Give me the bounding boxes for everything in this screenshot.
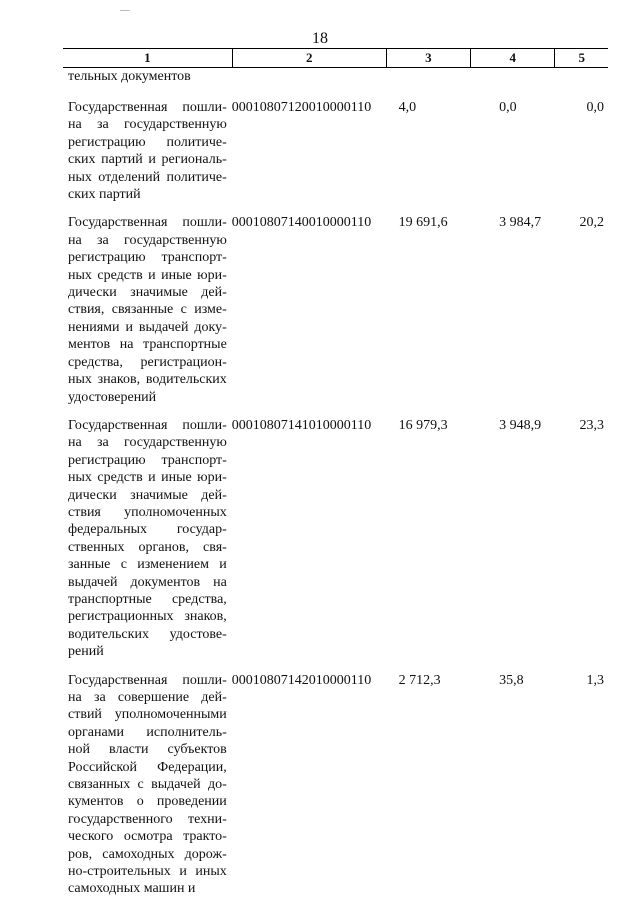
- name-line: кументов о проведении: [68, 794, 227, 810]
- name-line: водительских удостове-: [68, 626, 227, 642]
- name-line: на за государственную: [68, 117, 227, 133]
- name-line: но-строительных и иных: [68, 864, 227, 880]
- row-code: 00010807142010000110: [231, 672, 372, 688]
- row-code: 00010807141010000110: [231, 417, 372, 433]
- name-line: связанных с выдачей до-: [68, 777, 227, 793]
- header-col-3: 3: [386, 49, 470, 67]
- row-value-col3: 16 979,3: [398, 417, 448, 433]
- name-line: ческого осмотра тракто-: [68, 829, 227, 845]
- row-value-col4: 35,8: [499, 672, 524, 688]
- row-code: 00010807120010000110: [231, 100, 372, 115]
- table-row: [63, 672, 608, 898]
- row-value-col5: 1,3: [586, 672, 604, 688]
- table-row: [63, 214, 608, 405]
- name-line: средства, регистрацион-: [68, 354, 227, 370]
- row-value-col5: 0,0: [586, 100, 604, 115]
- name-line: на за совершение дей-: [68, 690, 227, 705]
- name-line: на за государственную: [68, 232, 227, 248]
- name-line: ных знаков, водительских: [68, 372, 227, 388]
- name-line: ских партий и региональ-: [68, 152, 227, 168]
- row-value-col3: 4,0: [398, 100, 417, 115]
- row-value-col5: 23,3: [579, 417, 604, 433]
- name-line: Государственная пошли-: [68, 100, 227, 115]
- name-line: нениями и выдачей доку-: [68, 319, 227, 335]
- name-line: ных отделений политиче-: [68, 169, 227, 185]
- name-line: ствия уполномоченных: [68, 504, 227, 520]
- table-body: [63, 99, 608, 898]
- name-line: органами исполнитель-: [68, 724, 227, 740]
- name-line: федеральных государ-: [68, 522, 227, 538]
- name-line: самоходных машин и: [68, 881, 196, 897]
- page-number: 18: [312, 30, 328, 47]
- name-line: на за государственную: [68, 435, 227, 451]
- row-name: [68, 214, 227, 405]
- budget-table: [63, 48, 608, 898]
- table-header: [63, 48, 608, 68]
- name-line: ных средств и иные юри-: [68, 470, 227, 486]
- continuation-text: тельных документов: [68, 69, 191, 84]
- row-value-col4: 3 984,7: [499, 215, 542, 231]
- table-row: [63, 99, 608, 203]
- name-line: ной власти субъектов: [68, 742, 227, 758]
- name-line: рений: [68, 644, 104, 660]
- name-line: ственных органов, свя-: [68, 539, 227, 555]
- name-line: ных средств и иные юри-: [68, 267, 227, 283]
- row-value-col4: 3 948,9: [499, 417, 542, 433]
- row-value-col3: 2 712,3: [398, 672, 441, 688]
- header-col-1: 1: [144, 50, 151, 65]
- name-line: регистрацию политиче-: [68, 134, 227, 150]
- name-line: занные с изменением и: [68, 557, 227, 573]
- name-line: регистрацию транспорт-: [68, 250, 227, 266]
- name-line: ствия, связанные с изме-: [68, 302, 227, 318]
- row-value-col3: 19 691,6: [398, 215, 448, 231]
- name-line: дически значимые дей-: [68, 285, 227, 301]
- header-col-2: 2: [232, 49, 386, 67]
- scan-mark: [120, 10, 130, 11]
- name-line: выдачей документов на: [68, 574, 227, 590]
- row-code: 00010807140010000110: [231, 215, 372, 231]
- name-line: ских партий: [68, 187, 141, 203]
- name-line: удостоверений: [68, 389, 157, 405]
- row-value-col5: 20,2: [579, 215, 604, 231]
- header-col-5: 5: [554, 49, 608, 67]
- name-line: ментов на транспортные: [68, 337, 227, 353]
- row-name: [68, 672, 227, 898]
- row-name: [68, 417, 227, 661]
- name-line: Государственная пошли-: [68, 672, 227, 688]
- table-row: [63, 417, 608, 661]
- name-line: Российской Федерации,: [68, 759, 227, 775]
- header-col-4: 4: [470, 49, 554, 67]
- name-line: ров, самоходных дорож-: [68, 846, 227, 862]
- name-line: дически значимые дей-: [68, 487, 227, 503]
- name-line: транспортные средства,: [68, 591, 227, 607]
- name-line: регистрационных знаков,: [68, 609, 227, 625]
- row-value-col4: 0,0: [499, 100, 517, 115]
- row-name: [68, 99, 227, 203]
- name-line: регистрацию транспорт-: [68, 452, 227, 468]
- name-line: Государственная пошли-: [68, 215, 227, 231]
- name-line: государственного техни-: [68, 811, 227, 827]
- name-line: Государственная пошли-: [68, 417, 227, 433]
- name-line: ствий уполномоченными: [68, 707, 227, 723]
